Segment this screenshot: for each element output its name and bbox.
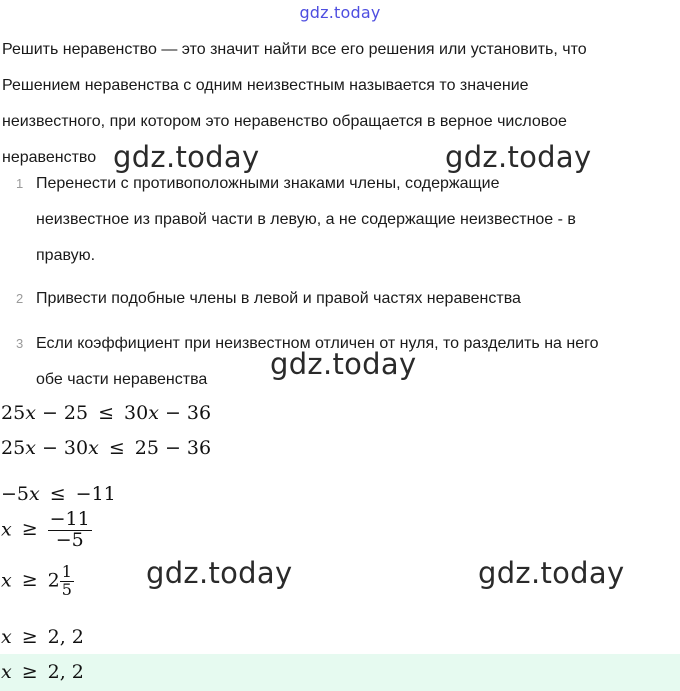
step-text-line: правую. — [36, 247, 96, 264]
watermark: gdz.today — [270, 347, 417, 381]
relation-sign: ≥ — [21, 518, 38, 541]
fraction — [60, 564, 74, 599]
intro-line-4: неравенство — [2, 149, 97, 166]
numerator: 1 — [61, 562, 72, 581]
math-line-6: x ≥ 2, 2 — [1, 626, 84, 648]
math-line-5: x ≥ 2 $\frac{1}{5}$ — [1, 562, 72, 599]
math-line-3: −5x ≤ −11 — [1, 483, 116, 505]
intro-line-1: Решить неравенство — это значит найти все его решения или установить, что — [2, 41, 587, 58]
denominator: −5 — [48, 530, 92, 551]
step-text-line: Перенести с противоположными знаками члены, содержащие — [36, 175, 500, 192]
whole-part: 2 — [47, 569, 60, 592]
watermark: gdz.today — [146, 556, 293, 590]
step-number: 1 — [16, 176, 24, 191]
watermark: gdz.today — [113, 140, 260, 174]
step-text-line: неизвестное из правой части в левую, а не содержащие неизвестное - в — [36, 211, 576, 228]
denominator: 5 — [61, 579, 72, 599]
numerator: −11 — [49, 508, 90, 530]
top-watermark: gdz.today — [299, 3, 381, 22]
math-line-4: x ≥ $\frac{-11}{-5}$ — [1, 508, 90, 551]
step-text-line: обе части неравенства — [36, 371, 208, 388]
watermark: gdz.today — [478, 556, 625, 590]
relation-sign: ≤ — [108, 437, 125, 459]
relation-sign: ≤ — [49, 483, 66, 505]
step-text-line: Привести подобные члены в левой и правой частях неравенства — [36, 290, 521, 307]
step-number: 2 — [16, 291, 24, 306]
fraction — [48, 510, 92, 551]
answer-box — [0, 654, 680, 691]
relation-sign: ≥ — [21, 626, 38, 648]
math-line-1: 25x − 25 ≤ 30x − 36 — [1, 402, 212, 424]
intro-line-3: неизвестного, при котором это неравенство обращается в верное числовое — [2, 113, 567, 130]
watermark: gdz.today — [445, 140, 592, 174]
math-line-2: 25x − 30x ≤ 25 − 36 — [1, 437, 212, 459]
step-number: 3 — [16, 336, 24, 351]
step-text-line: Если коэффициент при неизвестном отличен от нуля, то разделить на него — [36, 335, 599, 352]
relation-sign: ≤ — [98, 402, 115, 424]
relation-sign: ≥ — [21, 661, 38, 683]
relation-sign: ≥ — [21, 569, 38, 592]
answer-line: x ≥ 2, 2 — [1, 661, 84, 683]
intro-line-2: Решением неравенства с одним неизвестным называется то значение — [2, 77, 529, 94]
